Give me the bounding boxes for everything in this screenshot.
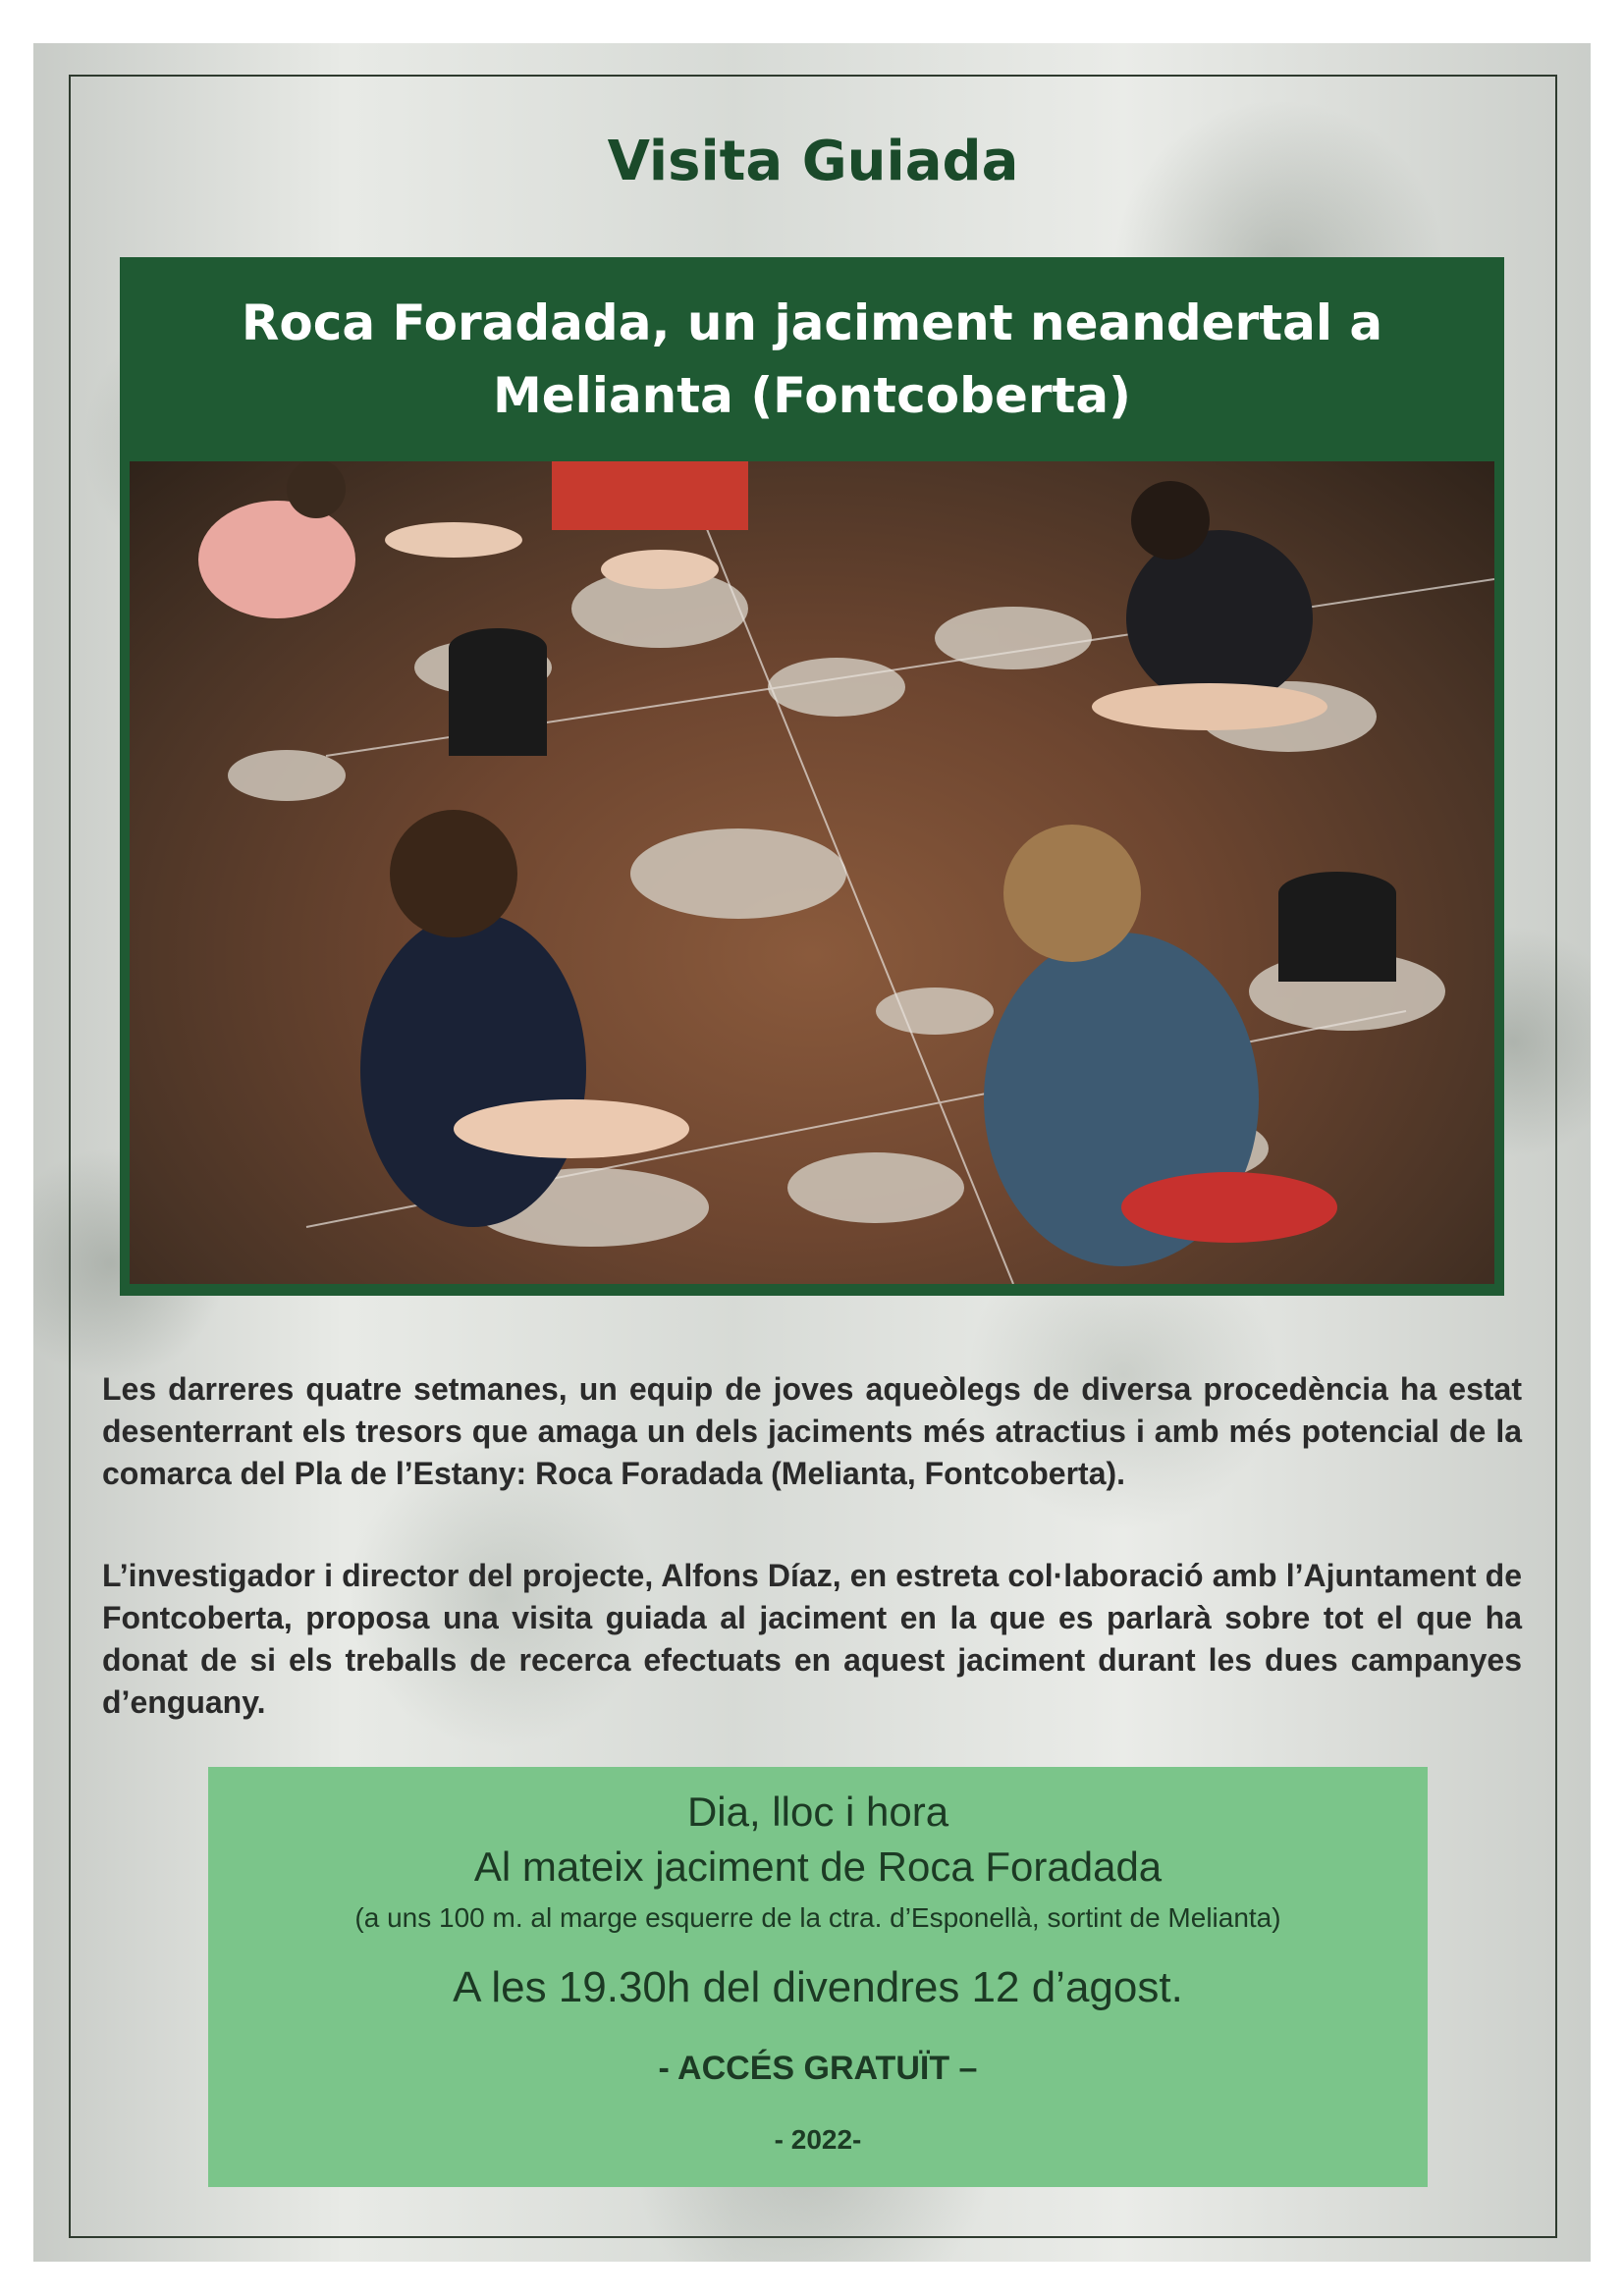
photo-card [120,257,1504,1296]
info-access: - ACCÉS GRATUÏT – [658,2050,978,2087]
poster-subtitle [120,287,1504,432]
excavation-illustration [130,461,1494,1284]
info-date-time: A les 19.30h del divendres 12 d’agost. [453,1963,1183,2011]
subtitle-line-2: Melianta (Fontcoberta) [493,367,1131,424]
info-heading: Dia, lloc i hora [686,1789,949,1835]
info-place: Al mateix jaciment de Roca Foradada [473,1843,1163,1890]
info-year: - 2022- [774,2124,862,2155]
visit-paragraph: L’investigador i director del projecte, Alfons Díaz, en estreta col·laboració amb l’Ajuntament de Fontcoberta, proposa una visita guiada al jaciment en la que es parlarà sobre tot el que ha donat de si els treballs de recerca efectuats en aquest jaciment durant les dues campanyes d’enguany. [102,1558,1522,1720]
info-box [208,1767,1428,2187]
info-place-note: (a uns 100 m. al marge esquerre de la ctra. d’Esponellà, sortint de Melianta) [354,1902,1281,1933]
intro-paragraph: Les darreres quatre setmanes, un equip de joves aqueòlegs de diversa procedència ha estat desenterrant els tresors que amaga un dels jaciments més atractius i amb més potencial de la comarca del Pla de l’Estany: Roca Foradada (Melianta, Fontcoberta). [102,1371,1522,1491]
subtitle-line-1: Roca Foradada, un jaciment neandertal a [241,294,1383,351]
poster-title: Visita Guiada [607,130,1019,193]
excavation-photo [130,461,1494,1284]
